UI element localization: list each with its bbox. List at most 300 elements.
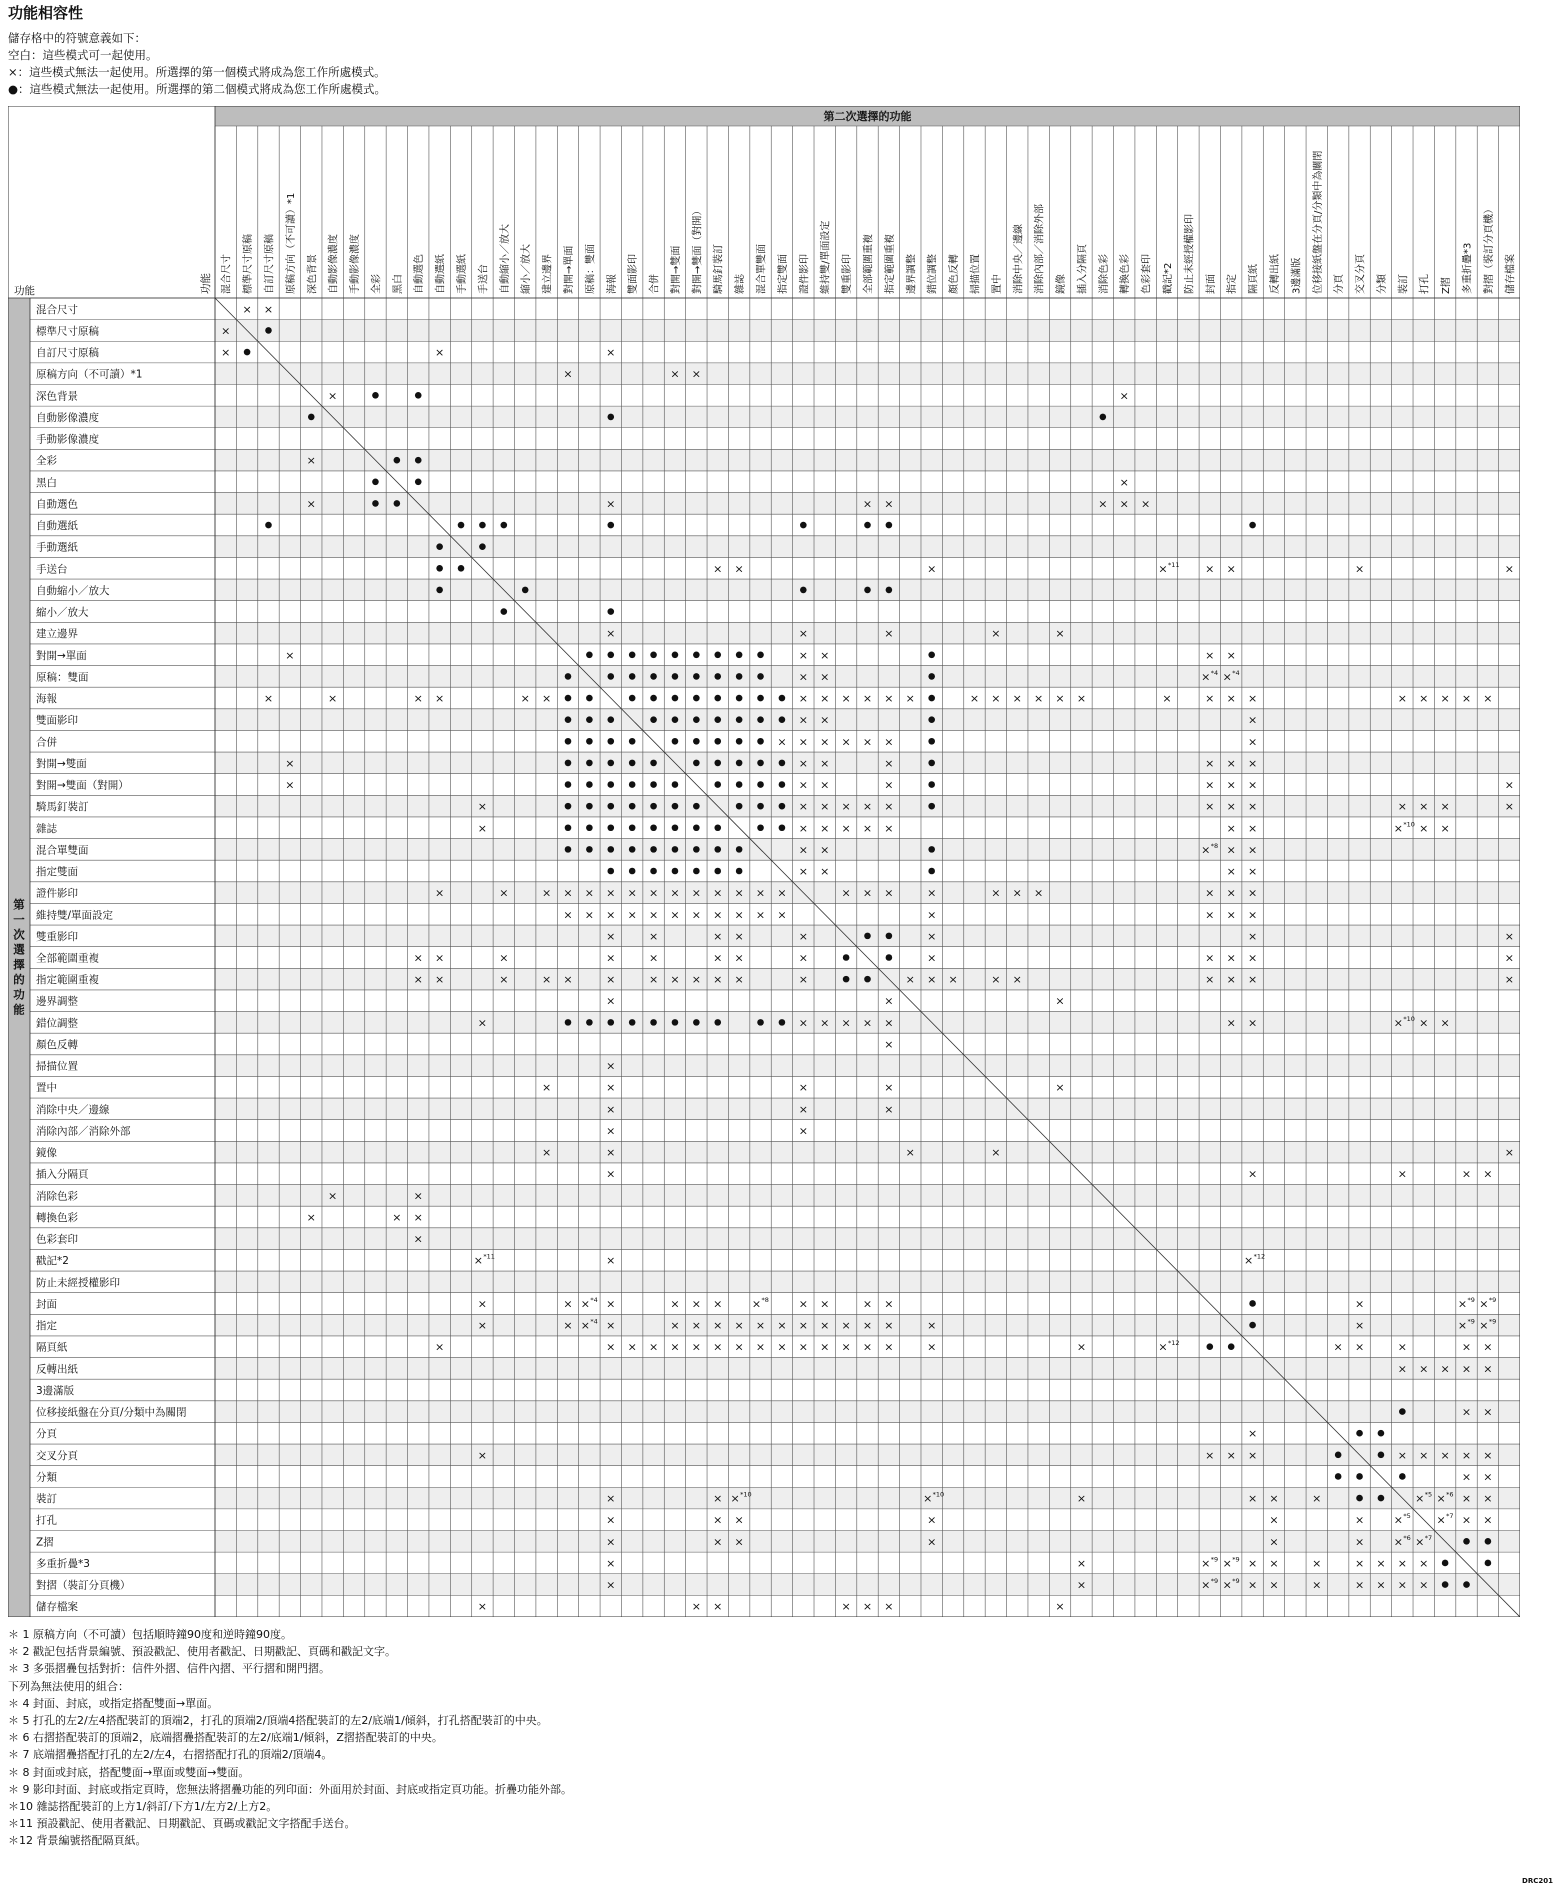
cell-cross: × xyxy=(841,1340,851,1354)
row-stripe xyxy=(215,666,1520,688)
cell-cross: × xyxy=(563,367,573,381)
legend-line: 儲存格中的符號意義如下： xyxy=(8,31,146,45)
cell-cross: × xyxy=(670,1297,680,1311)
cell-dot xyxy=(864,587,871,594)
cell-cross: × xyxy=(285,778,295,792)
cell-dot xyxy=(436,543,443,550)
cell-cross: × xyxy=(606,1081,616,1095)
cell-cross: × xyxy=(734,908,744,922)
cell-dot xyxy=(650,868,657,875)
column-label: 黑白 xyxy=(392,274,404,294)
cell-cross: × xyxy=(1076,1556,1087,1570)
cell-cross: × xyxy=(841,692,851,706)
cell-cross: × xyxy=(435,346,445,360)
cell-cross: × xyxy=(1158,1340,1168,1354)
cell-cross: × xyxy=(499,973,509,987)
cell-cross: × xyxy=(798,627,808,641)
cell-dot xyxy=(586,695,593,702)
cell-cross: × xyxy=(285,648,295,662)
cell-dot xyxy=(565,716,572,723)
cell-cross: × xyxy=(713,973,723,987)
cell-cross: × xyxy=(584,886,594,900)
cell-cross: × xyxy=(820,1016,830,1030)
cell-cross: × xyxy=(670,908,680,922)
cell-cross: × xyxy=(841,1600,851,1614)
cell-cross: × xyxy=(435,951,445,965)
cell-cross: × xyxy=(755,1319,766,1333)
row-label: 封面 xyxy=(36,1298,57,1311)
cell-dot xyxy=(586,846,593,853)
cell-dot xyxy=(672,651,679,658)
cell-cross: × xyxy=(435,886,445,900)
footnote: ＊ 6 右摺搭配裝訂的頂端2，底端摺疊搭配裝訂的左2/底端1/傾斜，Z摺搭配裝訂的中央。 xyxy=(8,1731,443,1745)
column-label: 海報 xyxy=(606,274,618,294)
cell-cross: × xyxy=(884,886,894,900)
row-label: 指定範圍重複 xyxy=(36,974,99,987)
column-label: 裝訂 xyxy=(1398,274,1410,294)
row-label: 雙面影印 xyxy=(36,714,78,727)
row-label: 證件影印 xyxy=(36,887,78,900)
cell-cross: × xyxy=(1055,1081,1065,1095)
cell-cross: × xyxy=(1333,1340,1343,1354)
cell-cross: × xyxy=(1461,1167,1472,1181)
cell-dot xyxy=(757,760,764,767)
column-label: 戳記*2 xyxy=(1163,262,1175,294)
row-stripe xyxy=(215,1141,1520,1163)
cell-cross: × xyxy=(862,1016,873,1030)
cell-cross: × xyxy=(1226,973,1236,987)
cell-cross: × xyxy=(1354,1319,1365,1333)
cell-cross: × xyxy=(1247,843,1258,857)
cell-dot xyxy=(736,781,743,788)
cell-cross: × xyxy=(1397,1340,1407,1354)
cell-dot xyxy=(714,868,721,875)
cell-cross: × xyxy=(798,1102,808,1116)
cell-cross: × xyxy=(798,692,808,706)
cell-cross: × xyxy=(734,886,744,900)
cell-footnote-ref: *12 xyxy=(1253,1252,1266,1261)
cell-cross: × xyxy=(1226,886,1236,900)
cell-dot xyxy=(458,565,465,572)
cell-cross: × xyxy=(606,1492,616,1506)
cell-cross: × xyxy=(1141,497,1151,511)
cell-dot xyxy=(693,824,700,831)
column-label: 掃描位置 xyxy=(970,254,982,294)
cell-cross: × xyxy=(606,886,616,900)
column-label: 自訂尺寸原稿 xyxy=(264,234,276,294)
cell-dot xyxy=(736,716,743,723)
cell-cross: × xyxy=(541,973,552,987)
cell-cross: × xyxy=(1247,1167,1258,1181)
cell-dot xyxy=(714,673,721,680)
cell-cross: × xyxy=(820,800,830,814)
cell-cross: × xyxy=(1269,1492,1279,1506)
cell-dot xyxy=(736,651,743,658)
cell-cross: × xyxy=(1479,1297,1489,1311)
cell-cross: × xyxy=(841,1016,851,1030)
cell-cross: × xyxy=(1226,951,1236,965)
cell-dot xyxy=(714,1019,721,1026)
column-label: 消除色彩 xyxy=(1098,254,1110,294)
cell-cross: × xyxy=(1076,1492,1087,1506)
cell-dot xyxy=(1249,1322,1256,1329)
cell-cross: × xyxy=(734,562,744,576)
cell-cross: × xyxy=(1034,886,1044,900)
cell-cross: × xyxy=(991,1146,1001,1160)
cell-cross: × xyxy=(1419,1556,1429,1570)
column-label: 消除中央／邊線 xyxy=(1013,223,1025,294)
cell-cross: × xyxy=(670,973,680,987)
cell-dot xyxy=(779,695,786,702)
column-label: 鏡像 xyxy=(1056,274,1068,294)
cell-cross: × xyxy=(606,1556,616,1570)
cell-cross: × xyxy=(1504,778,1514,792)
cell-cross: × xyxy=(734,973,744,987)
cell-cross: × xyxy=(927,1513,937,1527)
cell-cross: × xyxy=(798,800,808,814)
cell-dot xyxy=(693,651,700,658)
cell-cross: × xyxy=(1162,692,1172,706)
cell-dot xyxy=(736,760,743,767)
cell-dot xyxy=(458,522,465,529)
cell-footnote-ref: *10 xyxy=(1403,1014,1415,1023)
cell-cross: × xyxy=(927,1319,937,1333)
row-stripe xyxy=(215,406,1520,428)
cell-cross: × xyxy=(884,778,894,792)
cell-dot xyxy=(1442,1560,1449,1567)
cell-cross: × xyxy=(777,886,787,900)
row-label: 消除中央／邊線 xyxy=(36,1103,110,1116)
row-label: 自動選色 xyxy=(36,498,78,511)
cell-cross: × xyxy=(691,908,701,922)
column-label: 對開→單面 xyxy=(563,245,575,294)
cell-cross: × xyxy=(1354,1513,1365,1527)
cell-cross: × xyxy=(1354,1535,1365,1549)
cell-cross: × xyxy=(328,389,338,403)
cell-cross: × xyxy=(734,1319,744,1333)
cell-cross: × xyxy=(777,908,787,922)
cell-cross: × xyxy=(1205,1448,1215,1462)
cell-dot xyxy=(629,651,636,658)
cell-cross: × xyxy=(884,756,894,770)
cell-cross: × xyxy=(477,1319,488,1333)
cell-footnote-ref: *4 xyxy=(1210,668,1219,677)
cell-dot xyxy=(607,868,614,875)
cell-cross: × xyxy=(1269,1578,1279,1592)
cell-cross: × xyxy=(580,1319,590,1333)
row-label: 對開→雙面（對開） xyxy=(36,779,129,792)
cell-cross: × xyxy=(1247,973,1258,987)
cell-cross: × xyxy=(563,1319,573,1333)
row-stripe xyxy=(215,1487,1520,1509)
cell-cross: × xyxy=(606,1578,616,1592)
cell-cross: × xyxy=(1461,1492,1472,1506)
cell-dot xyxy=(736,695,743,702)
cell-dot xyxy=(650,651,657,658)
cell-cross: × xyxy=(1226,908,1236,922)
cell-cross: × xyxy=(713,1492,723,1506)
cell-cross: × xyxy=(798,1081,808,1095)
cell-cross: × xyxy=(927,562,937,576)
cell-dot xyxy=(629,1019,636,1026)
column-label: 自動選色 xyxy=(414,254,426,294)
cell-cross: × xyxy=(820,1297,830,1311)
cell-cross: × xyxy=(1504,562,1514,576)
cell-cross: × xyxy=(413,973,423,987)
cell-cross: × xyxy=(1205,648,1215,662)
cell-dot xyxy=(672,1019,679,1026)
cell-cross: × xyxy=(862,497,873,511)
cell-cross: × xyxy=(328,692,338,706)
row-label: 消除色彩 xyxy=(36,1190,78,1203)
cell-cross: × xyxy=(1247,1427,1258,1441)
cell-footnote-ref: *9 xyxy=(1467,1295,1475,1304)
cell-dot xyxy=(607,673,614,680)
cell-cross: × xyxy=(306,1210,316,1224)
row-label: 原稿方向（不可讀）*1 xyxy=(36,368,143,381)
cell-cross: × xyxy=(798,929,808,943)
cell-cross: × xyxy=(905,973,915,987)
column-label: 插入分隔頁 xyxy=(1077,244,1089,294)
cell-dot xyxy=(501,522,508,529)
cell-cross: × xyxy=(1461,1362,1472,1376)
cell-cross: × xyxy=(1461,1448,1472,1462)
cell-cross: × xyxy=(798,1319,808,1333)
cell-dot xyxy=(714,760,721,767)
row-label: 邊界調整 xyxy=(36,995,78,1008)
cell-cross: × xyxy=(1397,1362,1407,1376)
cell-cross: × xyxy=(734,1513,744,1527)
cell-dot xyxy=(607,522,614,529)
cell-cross: × xyxy=(884,1037,894,1051)
cell-cross: × xyxy=(927,908,937,922)
column-label: 置中 xyxy=(991,274,1003,294)
cell-dot xyxy=(586,760,593,767)
cell-dot xyxy=(629,824,636,831)
row-stripe xyxy=(215,839,1520,861)
cell-cross: × xyxy=(606,346,616,360)
cell-cross: × xyxy=(1098,497,1108,511)
row-label: 黑白 xyxy=(36,476,57,489)
cell-cross: × xyxy=(1397,1167,1407,1181)
row-stripe xyxy=(215,1185,1520,1207)
column-label: 色彩套印 xyxy=(1141,254,1153,294)
cell-cross: × xyxy=(841,886,851,900)
row-label: 顏色反轉 xyxy=(36,1038,78,1051)
cell-cross: × xyxy=(306,497,316,511)
cell-cross: × xyxy=(798,648,808,662)
row-stripe xyxy=(215,1574,1520,1596)
cell-cross: × xyxy=(798,973,808,987)
column-label: 消除內部／消除外部 xyxy=(1034,204,1046,294)
cell-cross: × xyxy=(948,973,958,987)
cell-cross: × xyxy=(606,497,616,511)
column-label: 手動影像濃度 xyxy=(350,234,362,294)
cell-cross: × xyxy=(1419,1448,1429,1462)
cell-dot xyxy=(1485,1560,1492,1567)
cell-dot xyxy=(693,803,700,810)
cell-cross: × xyxy=(862,735,873,749)
cell-cross: × xyxy=(477,1448,488,1462)
cell-dot xyxy=(1442,1581,1449,1588)
cell-dot xyxy=(436,587,443,594)
cell-dot xyxy=(714,846,721,853)
cell-cross: × xyxy=(413,1189,423,1203)
cell-footnote-ref: *12 xyxy=(1168,1339,1180,1348)
row-label: 轉換色彩 xyxy=(36,1211,78,1224)
cell-dot xyxy=(864,976,871,983)
cell-cross: × xyxy=(820,648,830,662)
column-label: 隔頁紙 xyxy=(1248,264,1260,294)
column-label: 反轉出紙 xyxy=(1269,254,1281,294)
cell-cross: × xyxy=(713,1535,723,1549)
cell-cross: × xyxy=(306,454,316,468)
cell-cross: × xyxy=(413,1210,423,1224)
cell-dot xyxy=(501,608,508,615)
footnote: ＊ 8 封面或封底，搭配雙面→單面或雙面→雙面。 xyxy=(8,1765,250,1779)
column-label: 封面 xyxy=(1205,274,1217,294)
row-label: 打孔 xyxy=(36,1514,57,1527)
column-label: 轉換色彩 xyxy=(1120,254,1132,294)
cell-cross: × xyxy=(1479,1319,1489,1333)
cell-cross: × xyxy=(820,692,830,706)
cell-dot xyxy=(1206,1343,1213,1350)
cell-cross: × xyxy=(1076,1578,1087,1592)
cell-dot xyxy=(650,781,657,788)
cell-cross: × xyxy=(563,886,573,900)
row-label: 消除內部／消除外部 xyxy=(36,1125,131,1138)
cell-cross: × xyxy=(1205,778,1215,792)
cell-cross: × xyxy=(1055,1600,1065,1614)
cell-footnote-ref: *9 xyxy=(1488,1295,1497,1304)
row-label: 分頁 xyxy=(36,1428,57,1441)
row-label: 手動選紙 xyxy=(36,541,78,554)
cell-cross: × xyxy=(1312,1492,1322,1506)
cell-cross: × xyxy=(1205,951,1215,965)
cell-cross: × xyxy=(862,692,873,706)
cell-cross: × xyxy=(862,1297,873,1311)
cell-cross: × xyxy=(606,1513,616,1527)
cell-cross: × xyxy=(1419,800,1429,814)
cell-cross: × xyxy=(1461,1470,1472,1484)
cell-footnote-ref: *8 xyxy=(761,1295,769,1304)
cell-cross: × xyxy=(1457,1297,1468,1311)
cell-cross: × xyxy=(691,973,701,987)
column-label: 深色背景 xyxy=(307,254,319,294)
cell-cross: × xyxy=(1119,497,1129,511)
column-label: 指定範圍重複 xyxy=(884,234,896,294)
cell-cross: × xyxy=(991,973,1001,987)
row-header-char: 次 xyxy=(13,927,25,942)
cell-dot xyxy=(629,738,636,745)
cell-dot xyxy=(757,824,764,831)
column-label: 雜誌 xyxy=(735,274,747,294)
cell-dot xyxy=(650,1019,657,1026)
cell-cross: × xyxy=(923,1492,933,1506)
cell-cross: × xyxy=(606,1340,616,1354)
cell-cross: × xyxy=(884,1319,894,1333)
column-label: 錯位調整 xyxy=(927,254,939,294)
cell-cross: × xyxy=(691,1600,701,1614)
column-label: 邊界調整 xyxy=(906,254,918,294)
cell-cross: × xyxy=(606,929,616,943)
cell-footnote-ref: *7 xyxy=(1424,1533,1433,1542)
row-stripe xyxy=(215,536,1520,558)
cell-cross: × xyxy=(1076,1340,1087,1354)
cell-dot xyxy=(779,781,786,788)
cell-cross: × xyxy=(1483,1470,1493,1484)
row-label: 騎馬釘裝訂 xyxy=(36,801,89,814)
row-label: 海報 xyxy=(36,693,57,706)
cell-cross: × xyxy=(1226,692,1236,706)
cell-cross: × xyxy=(1205,562,1215,576)
cell-cross: × xyxy=(841,800,851,814)
row-header-char: 第 xyxy=(13,897,25,912)
cell-cross: × xyxy=(1436,1513,1446,1527)
cell-cross: × xyxy=(563,908,573,922)
cell-cross: × xyxy=(1354,1578,1365,1592)
cell-cross: × xyxy=(1397,1448,1407,1462)
cell-dot xyxy=(843,954,850,961)
cell-cross: × xyxy=(1393,1016,1403,1030)
cell-cross: × xyxy=(1247,800,1258,814)
cell-cross: × xyxy=(606,1535,616,1549)
cell-cross: × xyxy=(1440,692,1450,706)
legend-line: ●：這些模式無法一起使用。所選擇的第二個模式將成為您工作所處模式。 xyxy=(8,82,387,96)
cell-cross: × xyxy=(563,973,573,987)
cell-cross: × xyxy=(798,756,808,770)
cell-dot xyxy=(736,673,743,680)
cell-dot xyxy=(1228,1343,1235,1350)
cell-cross: × xyxy=(1457,1319,1468,1333)
cell-cross: × xyxy=(713,886,723,900)
cell-footnote-ref: *11 xyxy=(483,1252,495,1261)
cell-cross: × xyxy=(798,778,808,792)
cell-dot xyxy=(736,803,743,810)
row-label: 自動縮小／放大 xyxy=(36,584,110,597)
cell-cross: × xyxy=(777,1340,787,1354)
cell-cross: × xyxy=(413,1232,423,1246)
cell-footnote-ref: *9 xyxy=(1232,1577,1240,1586)
cell-dot xyxy=(714,824,721,831)
cell-cross: × xyxy=(798,951,808,965)
cell-footnote-ref: *6 xyxy=(1403,1533,1411,1542)
cell-dot xyxy=(565,738,572,745)
cell-cross: × xyxy=(606,1319,616,1333)
cell-cross: × xyxy=(884,627,894,641)
cell-dot xyxy=(928,716,935,723)
row-label: 指定雙面 xyxy=(36,866,78,879)
cell-cross: × xyxy=(1247,886,1258,900)
column-label: 對摺（裝訂分頁機） xyxy=(1483,204,1495,294)
cell-cross: × xyxy=(606,1059,616,1073)
cell-dot xyxy=(650,673,657,680)
cell-cross: × xyxy=(1312,1578,1322,1592)
cell-cross: × xyxy=(798,843,808,857)
cell-cross: × xyxy=(820,713,830,727)
row-label: 色彩套印 xyxy=(36,1233,78,1246)
column-label: 自動選紙 xyxy=(435,254,447,294)
cell-dot xyxy=(607,651,614,658)
column-label: 雙面影印 xyxy=(628,254,640,294)
cell-cross: × xyxy=(991,627,1001,641)
cell-dot xyxy=(714,781,721,788)
cell-dot xyxy=(779,760,786,767)
row-stripe xyxy=(215,1271,1520,1293)
cell-dot xyxy=(372,392,379,399)
cell-cross: × xyxy=(1354,1340,1365,1354)
cell-cross: × xyxy=(841,821,851,835)
